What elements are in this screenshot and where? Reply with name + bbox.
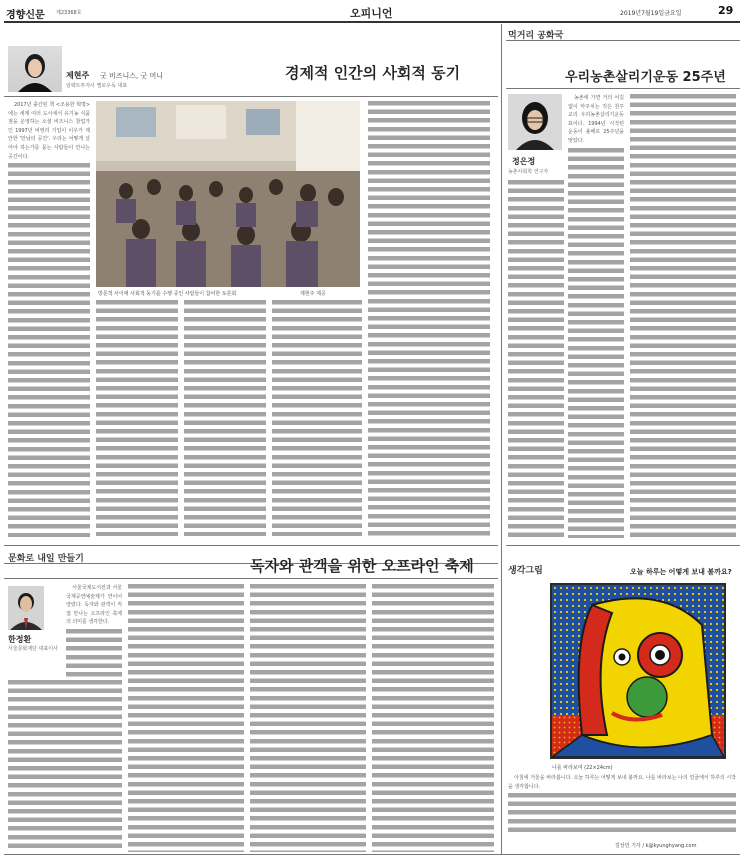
article-3-col-4 [372, 584, 494, 852]
article-1-col-5 [368, 101, 490, 537]
article-2-opening: 농촌에 가면 거의 어김없이 마주치는 것은 천주교의 우리농촌살리기운동 표어다. 1994년 시작된 운동이 올해로 25주년을 맞았다. [568, 95, 624, 144]
article-2-col-1 [568, 94, 624, 538]
article-3-text-block-a [66, 629, 122, 678]
masthead-rule [4, 21, 740, 23]
edition-number: 제23368호 [56, 10, 82, 16]
author-role-3: 서울문화재단 대표이사 [8, 646, 58, 652]
author-photo-1 [8, 46, 62, 92]
article-divider [4, 545, 498, 546]
header-rule-2 [506, 88, 740, 89]
header-rule-2-top [506, 40, 740, 41]
article-1-col-2 [96, 300, 178, 536]
issue-date: 2019년7월19일금요일 [620, 10, 682, 17]
face-illustration-icon [552, 585, 724, 757]
headline-2: 우리농촌살리기운동 25주년 [565, 70, 726, 85]
author-photo-3 [8, 586, 44, 630]
illustration-text-block [508, 793, 736, 833]
article-1-text-block [8, 163, 90, 537]
headline-3: 독자와 관객을 위한 오프라인 축제 [250, 557, 474, 575]
portrait-2-icon [508, 94, 562, 150]
paper-name: 경향신문 [6, 10, 45, 21]
illustration-body [508, 774, 736, 840]
article-1-col-4 [272, 300, 362, 536]
bottom-rule [4, 854, 740, 855]
photo-credit: 제현주 제공 [300, 291, 326, 297]
illustration-credit: 김상민 기자 / k@kyunghyang.com [615, 843, 697, 849]
illustration-text: 아침에 거울을 바라봅니다. 오늘 하루는 어떻게 보내 볼까요. 나를 바라보는 나의 얼굴에서 하루의 시작을 생각합니다. [508, 775, 736, 790]
article-1-col-1 [8, 101, 90, 537]
article-1-col-3 [184, 300, 266, 536]
article-1-opening: 2017년 출간된 책 <조용한 혁명>에는 세계 여러 도시에서 유기농 식품점을 운영하는 소셜 비즈니스 창업가인 1997년 비영리 기업이 이우가 제안한 '만남의 공간'. 우리는 어떻게 살아야 하는가를 묻는 사람들이 만나는 공간이다. [8, 102, 90, 160]
portrait-1-icon [8, 46, 62, 92]
article-3-col-1b [8, 680, 122, 852]
column-title-1: 굿 비즈니스, 굿 머니 [100, 72, 163, 80]
article-1-photo [96, 101, 360, 287]
illustration-artwork [550, 583, 726, 759]
artwork-caption: 나를 바라보며 (22×24cm) [552, 765, 613, 771]
article-3-col-2 [128, 584, 244, 852]
author-name-3: 한정환 [8, 635, 32, 644]
page-number: 29 [718, 4, 734, 17]
column-title-4: 생각그림 [508, 566, 543, 576]
section-title: 오피니언 [350, 7, 393, 20]
author-name-1: 제현주 [66, 71, 90, 80]
article-2-col-2 [630, 94, 736, 538]
author-role-2: 농촌사회학 연구자 [508, 169, 549, 175]
speech-text: 오늘 하루는 어떻게 보내 볼까요? [630, 568, 732, 576]
right-divider [506, 545, 740, 546]
author-role-1: 임팩트투자사 옐로우독 대표 [66, 83, 128, 89]
headline-1: 경제적 인간의 사회적 동기 [285, 64, 461, 82]
photo-caption: 방문객 사이에 사회적 동기를 수행 중인 사람들이 참여한 토론회 [98, 291, 237, 297]
column-title-3: 문화로 내일 만들기 [8, 554, 84, 564]
column-title-2: 먹거리 공화국 [508, 31, 564, 41]
author-photo-2 [508, 94, 562, 150]
article-3-opening: 서울국제도서전과 서울국제공연예술제가 연이어 열렸다. 독자와 관객이 직접 만나는 오프라인 축제의 의미를 생각한다. [66, 585, 122, 626]
meeting-photo-icon [96, 101, 360, 287]
author-name-2: 정은정 [512, 157, 536, 166]
header-rule-3 [4, 578, 498, 579]
article-3-col-1 [66, 584, 122, 678]
vertical-divider [501, 24, 502, 854]
article-2-col-0 [508, 180, 564, 538]
article-3-col-3 [250, 584, 366, 852]
header-rule-1 [4, 96, 498, 97]
article-2-text-block [568, 148, 624, 538]
portrait-3-icon [8, 586, 44, 630]
